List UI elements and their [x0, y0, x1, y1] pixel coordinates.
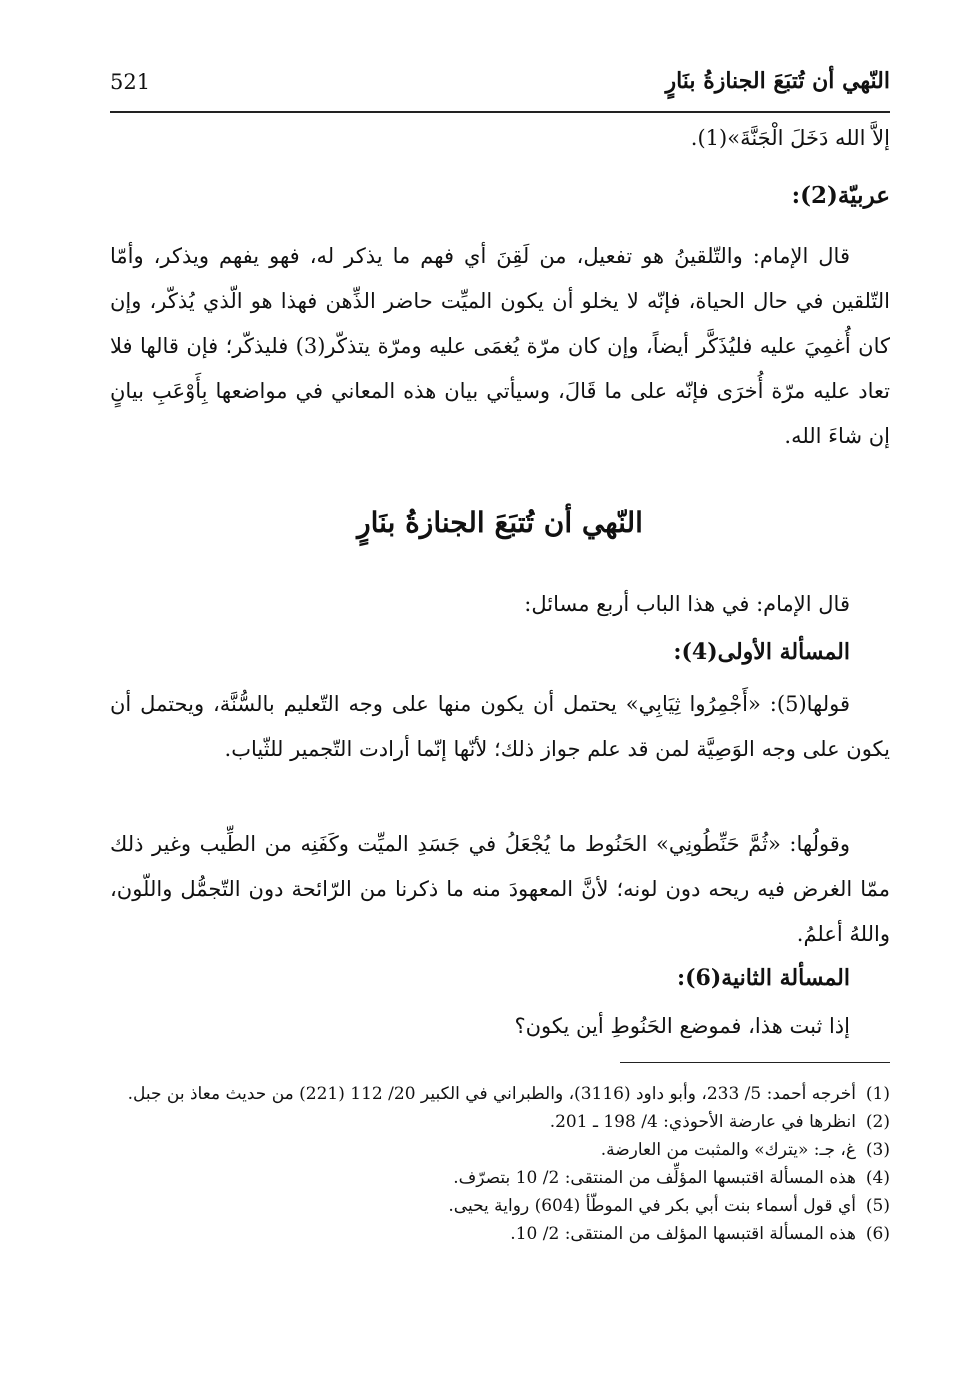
footnote-number: (4)	[865, 1168, 890, 1188]
footnote-item	[110, 1136, 890, 1164]
continuation-line: إلاَّ الله دَخَلَ الْجَنَّةَ»(1).	[690, 126, 890, 150]
question-2-title: المسألة الثانية(6):	[677, 965, 850, 991]
question-1-paragraph-2: وقولُها: «ثُمَّ حَنِّطُونِي» الحَنُوط ما يُجْعَلُ في جَسَدِ الميِّت وكَفَنِه من الطِّيب وغير ذلك ممّا الغرض فيه ريحه دون لونه؛ لأنَّ المعهودَ منه ما ذكرنا من الرّائحة دون التّجمُّل واللّون، واللهُ أعلمُ.	[110, 832, 890, 946]
footnote-number: (3)	[865, 1140, 890, 1160]
footnote-text: أخرجه أحمد: 5/ 233، وأبو داود (3116)، والطبراني في الكبير 20/ 112 (221) من حديث معاذ بن جبل.	[127, 1084, 856, 1104]
footnote-item	[110, 1192, 890, 1220]
paragraph-talqin: قال الإمام: والتّلقينُ هو تفعيل، من لَقِنَ أي فهم ما يذكر له، فهو يفهم ويذكر، وأمّا التّلقين في حال الحياة، فإنّه لا يخلو أن يكون الميِّت حاضر الذِّهن فهذا هو الّذي يُذكّر، وإن كان أُغمِيَ عليه فليُذَكَّر أيضاً، وإن كان مرّة يُغمَى عليه ومرّة يتذكّر(3) فليذكّر؛ فإن قالها فلا تعاد عليه مرّة أُخرَى فإنّه على ما قَالَ، وسيأتي بيان هذه المعاني في مواضعها بِأَوْعَبِ بيانٍ إن شاءَ الله.	[110, 244, 890, 448]
section-heading: النّهي أن تُتبَعَ الجنازةُ بنَارٍ	[357, 506, 643, 539]
running-title: النّهي أن تُتبَعَ الجنازةُ بنَارٍ	[665, 68, 890, 94]
footnote-number: (5)	[865, 1196, 890, 1216]
page-number: 521	[110, 70, 151, 94]
subheading-arabiyya: عربيّة(2):	[791, 182, 890, 209]
footnote-text: هذه المسألة اقتبسها المؤلف من المنتقى: 2/ 10.	[510, 1224, 856, 1244]
footnotes	[110, 1080, 890, 1248]
footnote-divider	[620, 1062, 890, 1063]
footnote-number: (1)	[865, 1084, 890, 1104]
question-1-paragraph-1: قولها(5): «أَجْمِرُوا ثِيَابِي» يحتمل أن يكون منها على وجه التّعليم بالسُّنَّة، ويحتمل أن يكون على وجه الوَصِيَّة لمن قد علم جواز ذلك؛ لأنّها إنّما أرادت التّجمير للثّياب.	[110, 692, 890, 761]
page-header	[110, 62, 890, 106]
footnote-number: (6)	[865, 1224, 890, 1244]
footnote-text: انظرها في عارضة الأحوذي: 4/ 198 ـ 201.	[549, 1112, 856, 1132]
question-2-paragraph-1: إذا ثبت هذا، فموضع الحَنُوطِ أين يكون؟	[514, 1014, 850, 1038]
footnote-item	[110, 1220, 890, 1248]
footnote-item	[110, 1080, 890, 1108]
footnote-text: أي قول أسماء بنت أبي بكر في الموطّأ (604) رواية يحيى.	[448, 1196, 856, 1216]
header-divider	[110, 111, 890, 113]
footnote-item	[110, 1164, 890, 1192]
footnote-item	[110, 1108, 890, 1136]
footnote-text: هذه المسألة اقتبسها المؤلِّف من المنتقى: 2/ 10 بتصرّف.	[453, 1168, 856, 1188]
question-1-title: المسألة الأولى(4):	[673, 639, 850, 665]
footnote-text: غ، جـ: «يترك» والمثبت من العارضة.	[600, 1140, 856, 1160]
footnote-number: (2)	[865, 1112, 890, 1132]
section-intro: قال الإمام: في هذا الباب أربع مسائل:	[524, 592, 850, 616]
